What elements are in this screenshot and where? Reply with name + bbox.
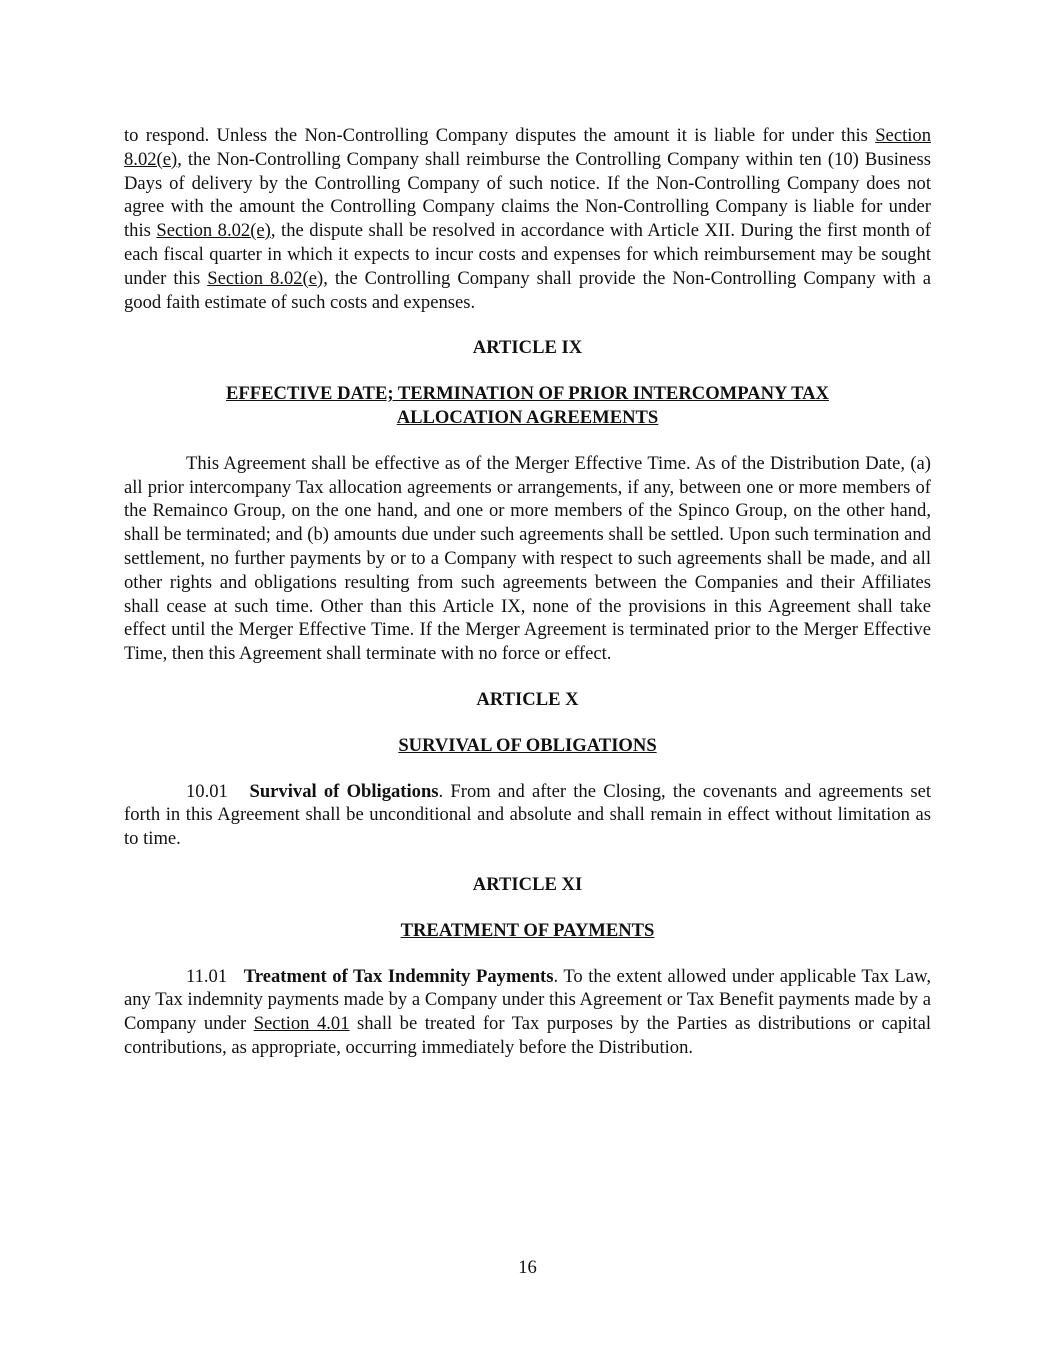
paragraph-text: , the dispute shall be resolved in accordance with Article XII. During the first month of each fiscal quarter in which it expects to incur costs and expenses for which reimbursement may be sought under this xyxy=(124,220,931,289)
section-title: Survival of Obligations xyxy=(249,780,439,802)
article-xi-heading: ARTICLE XI xyxy=(472,873,583,895)
section-reference-link: Section 4.01 xyxy=(253,1013,350,1035)
paragraph-text: , the Controlling Company shall provide the Non-Controlling Company with a good faith estimate of such costs and expenses. xyxy=(124,267,931,313)
article-ix-title-line-1: EFFECTIVE DATE; TERMINATION OF PRIOR INTERCOMPANY TAX xyxy=(226,383,829,405)
section-punctuation: . xyxy=(553,965,559,987)
section-11-01-paragraph xyxy=(124,965,931,1060)
section-reference-link: Section 8.02(e) xyxy=(124,125,931,170)
section-reference-link: Section 8.02(e) xyxy=(207,267,324,289)
page-number: 16 xyxy=(518,1257,537,1278)
section-number: 11.01 xyxy=(186,965,228,987)
section-reference-link: Section 8.02(e) xyxy=(156,220,271,242)
article-x-title: SURVIVAL OF OBLIGATIONS xyxy=(398,734,657,756)
article-xi-title: TREATMENT OF PAYMENTS xyxy=(400,919,655,941)
section-punctuation: . xyxy=(438,780,444,802)
article-ix-body: This Agreement shall be effective as of the Merger Effective Time. As of the Distribution Date, (a) all prior intercompany Tax allocation agreements or arrangements, if any, between one or more members of the Remainco Group, on the one hand, and one or more members of the Spinco Group, on the other hand, shall be terminated; and (b) amounts due under such agreements shall be settled. Upon such termination and settlement, no further payments by or to a Company with respect to such agreements shall be made, and all other rights and obligations resulting from such agreements between the Companies and their Affiliates shall cease at such time. Other than this Article IX, none of the provisions in this Agreement shall take effect until the Merger Effective Time. If the Merger Agreement is terminated prior to the Merger Effective Time, then this Agreement shall terminate with no force or effect. xyxy=(124,452,931,665)
article-ix-title-line-2: ALLOCATION AGREEMENTS xyxy=(396,406,659,428)
section-body: From and after the Closing, the covenants and agreements set forth in this Agreement shall be unconditional and absolute and shall remain in effect without limitation as to time. xyxy=(124,780,931,850)
section-10-01-paragraph xyxy=(124,780,931,851)
section-title: Treatment of Tax Indemnity Payments xyxy=(243,965,554,987)
document-page xyxy=(124,124,931,1060)
paragraph-text: to respond. Unless the Non-Controlling Company disputes the amount it is liable for under this xyxy=(124,125,876,146)
section-body: To the extent allowed under applicable Tax Law, any Tax indemnity payments made by a Company under this Agreement or Tax Benefit payments made by a Company under xyxy=(124,965,931,1035)
article-ix-heading: ARTICLE IX xyxy=(472,337,583,359)
paragraph-text: , the Non-Controlling Company shall reimburse the Controlling Company within ten (10) Business Days of delivery by the Controlling Company of such notice. If the Non-Controlling Company does not agree with the amount the Controlling Company claims the Non-Controlling Company is liable for under this xyxy=(124,148,931,242)
section-number: 10.01 xyxy=(186,780,228,802)
continued-paragraph xyxy=(124,124,931,314)
section-body: shall be treated for Tax purposes by the Parties as distributions or capital contributions, as appropriate, occurring immediately before the Distribution. xyxy=(124,1013,931,1058)
article-x-heading: ARTICLE X xyxy=(476,688,579,710)
